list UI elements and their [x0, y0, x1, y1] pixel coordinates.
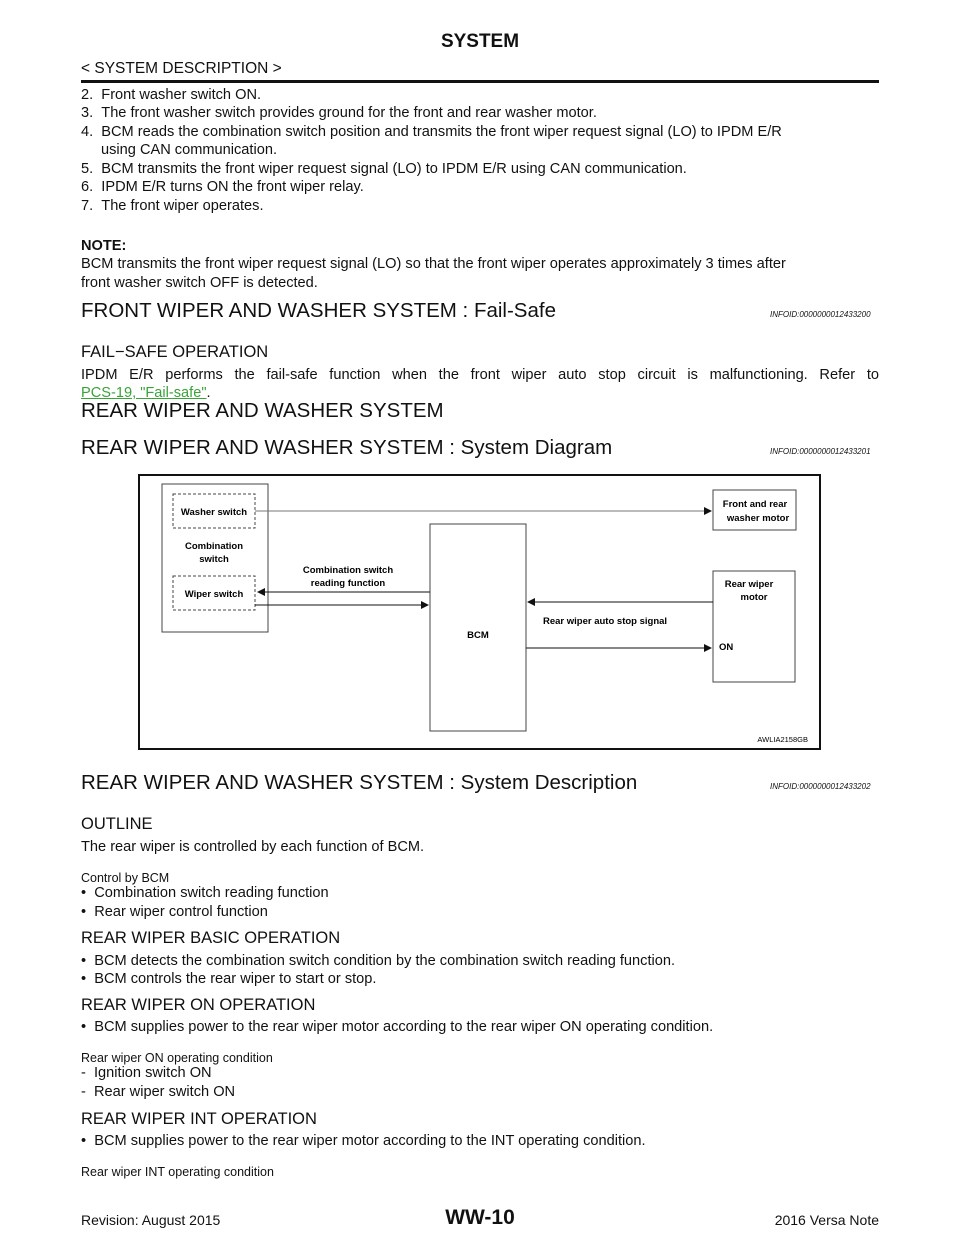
- list-item: • Rear wiper control function: [81, 904, 268, 920]
- reference-link[interactable]: PCS-19, "Fail-safe": [81, 385, 207, 401]
- combination-reading-label-1: Combination switch: [302, 565, 394, 576]
- list-item: 2. Front washer switch ON.: [81, 87, 262, 103]
- page-title: SYSTEM: [440, 31, 520, 52]
- breadcrumb: < SYSTEM DESCRIPTION >: [81, 60, 282, 77]
- washer-motor-box: [713, 490, 796, 530]
- info-id: INFOID:0000000012433202: [770, 782, 871, 791]
- figure-code: AWLIA2158GB: [757, 735, 808, 744]
- on-condition-label: Rear wiper ON operating condition: [81, 1051, 273, 1065]
- subheading-on-operation: REAR WIPER ON OPERATION: [81, 996, 316, 1014]
- on-label: ON: [719, 642, 734, 653]
- footer-model: 2016 Versa Note: [774, 1212, 879, 1228]
- washer-switch-label: Washer switch: [180, 507, 248, 518]
- system-diagram: [138, 474, 821, 750]
- section-heading-system-diagram: REAR WIPER AND WASHER SYSTEM : System Diagram: [81, 436, 613, 459]
- rear-wiper-motor-label-2: motor: [740, 592, 768, 603]
- list-item: - Rear wiper switch ON: [81, 1084, 236, 1100]
- int-condition-label: Rear wiper INT operating condition: [81, 1165, 274, 1179]
- list-item: 4. BCM reads the combination switch position and transmits the front wiper request signal (LO) to IPDM E/R: [81, 124, 782, 140]
- section-heading-fail-safe: FRONT WIPER AND WASHER SYSTEM : Fail-Safe: [81, 299, 556, 322]
- subheading-fail-safe-operation: FAIL−SAFE OPERATION: [81, 343, 269, 361]
- note-text: BCM transmits the front wiper request signal (LO) so that the front wiper operates approximately 3 times after: [81, 256, 786, 272]
- auto-stop-signal-label: Rear wiper auto stop signal: [543, 616, 668, 627]
- bcm-label: BCM: [467, 630, 489, 641]
- note-label: NOTE:: [81, 238, 127, 254]
- list-item: 5. BCM transmits the front wiper request signal (LO) to IPDM E/R using CAN communication.: [81, 161, 687, 177]
- list-item: - Ignition switch ON: [81, 1065, 212, 1081]
- subheading-outline: OUTLINE: [81, 815, 153, 833]
- wiper-switch-label: Wiper switch: [184, 589, 244, 600]
- fail-safe-reference: PCS-19, "Fail-safe".: [81, 385, 211, 401]
- list-item: • Combination switch reading function: [81, 885, 329, 901]
- list-item: 7. The front wiper operates.: [81, 198, 264, 214]
- note-text: front washer switch OFF is detected.: [81, 275, 318, 291]
- list-item: 6. IPDM E/R turns ON the front wiper relay.: [81, 179, 364, 195]
- header-divider: [81, 80, 879, 83]
- bcm-box: [430, 524, 526, 731]
- list-item: • BCM supplies power to the rear wiper motor according to the rear wiper ON operating condition.: [81, 1019, 714, 1035]
- section-heading-system-description: REAR WIPER AND WASHER SYSTEM : System Description: [81, 771, 638, 794]
- footer-revision: Revision: August 2015: [81, 1212, 221, 1228]
- washer-motor-label-2: washer motor: [726, 513, 790, 524]
- subheading-basic-operation: REAR WIPER BASIC OPERATION: [81, 929, 341, 947]
- subheading-int-operation: REAR WIPER INT OPERATION: [81, 1110, 317, 1128]
- footer-page-code: WW-10: [445, 1206, 515, 1229]
- list-item: • BCM controls the rear wiper to start or stop.: [81, 971, 377, 987]
- info-id: INFOID:0000000012433200: [770, 310, 871, 319]
- info-id: INFOID:0000000012433201: [770, 447, 871, 456]
- washer-motor-label-1: Front and rear: [722, 499, 788, 510]
- combination-label-2: switch: [199, 554, 229, 565]
- rear-wiper-motor-label-1: Rear wiper: [724, 579, 774, 590]
- outline-text: The rear wiper is controlled by each function of BCM.: [81, 839, 425, 855]
- section-heading-rear-wiper: REAR WIPER AND WASHER SYSTEM: [81, 399, 444, 422]
- combination-label-1: Combination: [184, 541, 244, 552]
- list-item: 3. The front washer switch provides ground for the front and rear washer motor.: [81, 105, 597, 121]
- list-item: • BCM supplies power to the rear wiper motor according to the INT operating condition.: [81, 1133, 646, 1149]
- list-item: • BCM detects the combination switch condition by the combination switch reading function.: [81, 953, 676, 969]
- list-item-continued: using CAN communication.: [101, 142, 278, 158]
- combination-reading-label-2: reading function: [310, 578, 386, 589]
- control-label: Control by BCM: [81, 871, 170, 885]
- fail-safe-text: IPDM E/R performs the fail-safe function when the front wiper auto stop circuit is malfunctioning. Refer to: [81, 367, 879, 383]
